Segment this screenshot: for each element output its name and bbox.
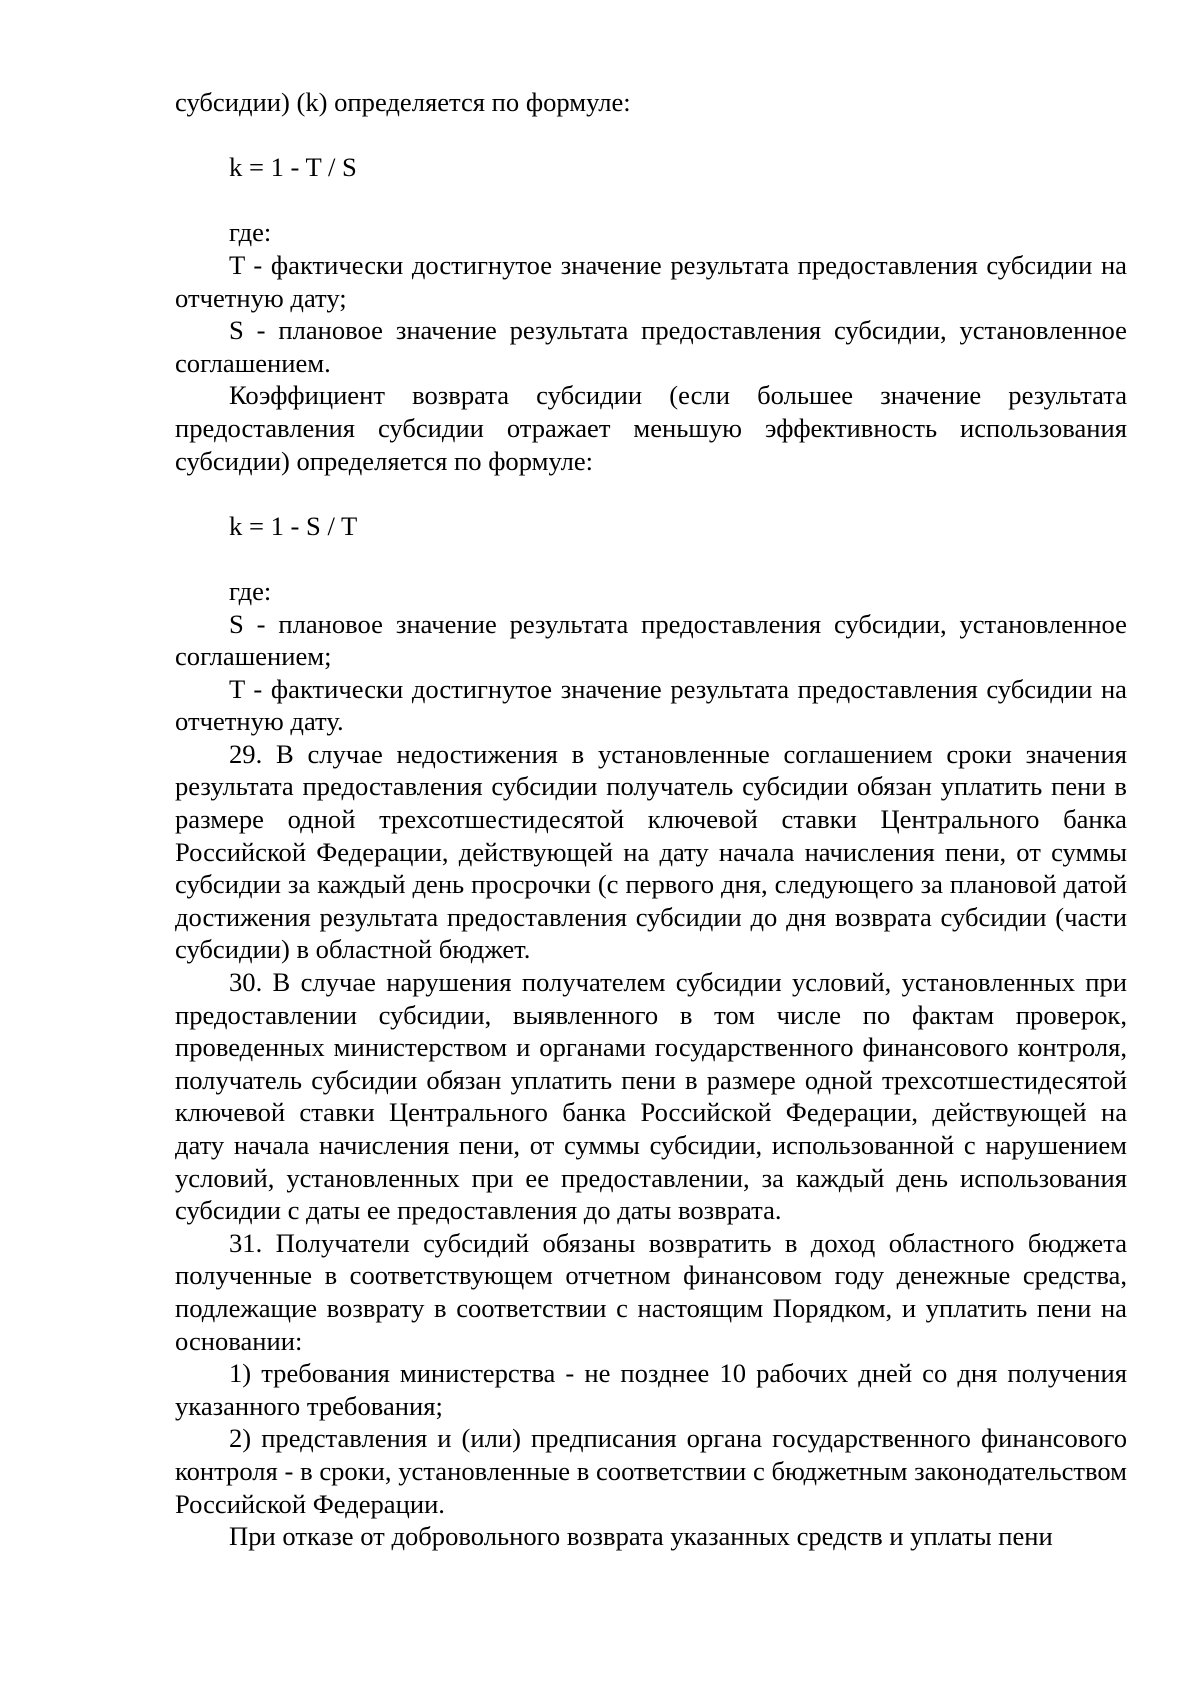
document-body [175,86,1127,1553]
definition-t: T - фактически достигнутое значение результата предоставления субсидии на отчетную дату. [175,673,1127,737]
formula-k-s-over-t: k = 1 - S / T [229,510,358,541]
clause-30: 30. В случае нарушения получателем субсидии условий, установленных при предоставлении субсидии, выявленного в том числе по фактам проверок, проведенных министерством и органами государственного финансового контроля, получатель субсидии обязан уплатить пени в размере одной трехсотшестидесятой ключевой ставки Центрального банка Российской Федерации, действующей на дату начала начисления пени, от суммы субсидии, использованной с нарушением условий, установленных при ее предоставлении, за каждый день использования субсидии с даты ее предоставления до даты возврата. [175,967,1127,1226]
paragraph-refusal: При отказе от добровольного возврата указанных средств и уплаты пени [229,1521,1053,1552]
where-label: где: [229,217,272,248]
definition-s: S - плановое значение результата предоставления субсидии, установленное соглашением. [175,315,1127,378]
clause-29: 29. В случае недостижения в установленные соглашением сроки значения результата предоставления субсидии получатель субсидии обязан уплатить пени в размере одной трехсотшестидесятой ключевой ставки Центрального банка Российской Федерации, действующей на дату начала начисления пени, от суммы субсидии за каждый день просрочки (с первого дня, следующего за плановой датой достижения результата предоставления субсидии до дня возврата субсидии (части субсидии) в областной бюджет. [175,738,1127,965]
definition-s: S - плановое значение результата предоставления субсидии, установленное соглашением; [175,608,1127,672]
where-label: где: [229,575,272,606]
clause-31-item-1: 1) требования министерства - не позднее 10 рабочих дней со дня получения указанного требования; [175,1358,1127,1421]
clause-31-item-2: 2) представления и (или) предписания органа государственного финансового контроля - в сроки, установленные в соответствии с бюджетным законодательством Российской Федерации. [175,1423,1127,1519]
paragraph-return-coefficient: Коэффициент возврата субсидии (если большее значение результата предоставления субсидии отражает меньшую эффективность использования субсидии) определяется по формуле: [175,380,1127,476]
definition-t: T - фактически достигнутое значение результата предоставления субсидии на отчетную дату; [175,249,1127,313]
formula-k-t-over-s: k = 1 - T / S [229,152,357,183]
clause-31: 31. Получатели субсидий обязаны возвратить в доход областного бюджета полученные в соответствующем отчетном финансовом году денежные средства, подлежащие возврату в соответствии с настоящим Порядком, и уплатить пени на основании: [175,1227,1127,1356]
paragraph-formula-intro: субсидии) (k) определяется по формуле: [175,87,631,117]
